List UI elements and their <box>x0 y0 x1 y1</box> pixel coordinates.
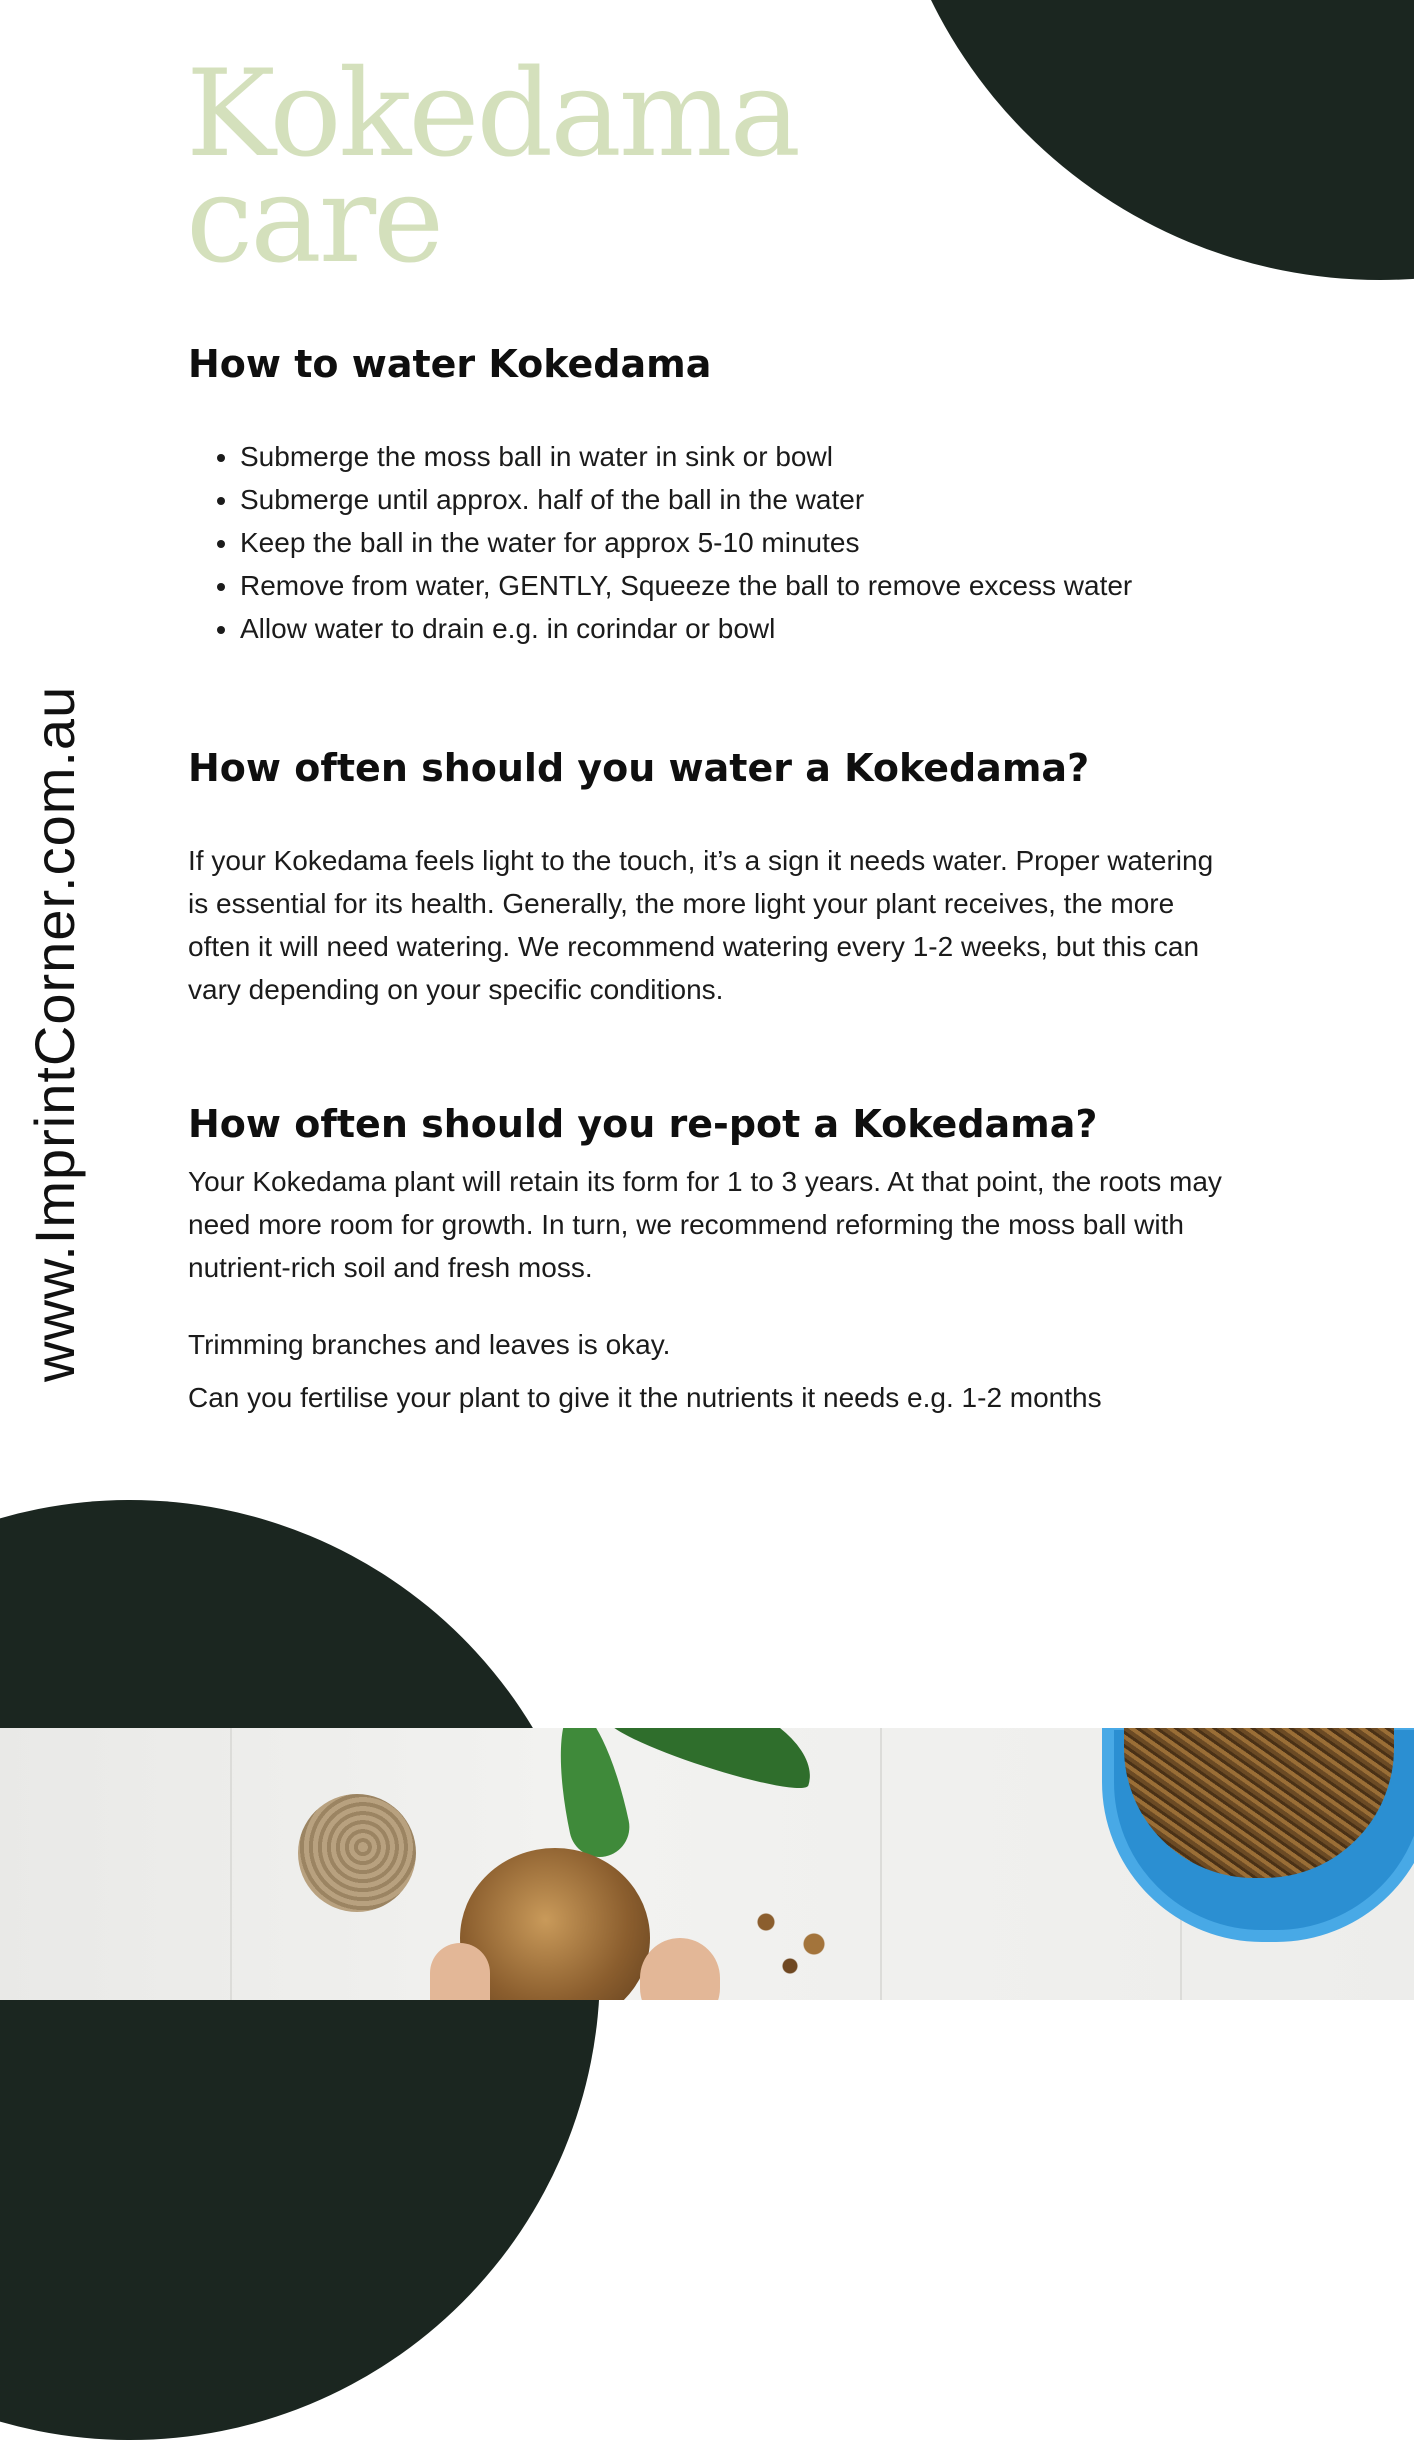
page-title <box>186 45 799 290</box>
section-heading-repot: How often should you re-pot a Kokedama? <box>188 1102 1098 1146</box>
hand-image <box>640 1938 720 2000</box>
list-item: • Remove from water, GENTLY, Squeeze the ball to remove excess water <box>240 564 1238 607</box>
kokedama-making-photo <box>0 1728 1414 2000</box>
section-how-often-water <box>188 742 1238 1011</box>
plant-leaf-image <box>604 1728 825 1799</box>
section-heading-how-often-water: How often should you water a Kokedama? <box>188 746 1090 790</box>
twine-ball-image <box>298 1794 416 1912</box>
table-plank-line <box>880 1728 882 2000</box>
title-line-1: Kokedama <box>186 45 799 184</box>
website-url: www.ImprintCorner.com.au <box>23 685 86 1382</box>
title-line-2: care <box>186 151 442 290</box>
decorative-top-right-circle <box>880 0 1414 280</box>
watering-steps-list <box>188 435 1238 650</box>
section-repot <box>188 1098 1238 1419</box>
list-item: • Submerge the moss ball in water in sink or bowl <box>240 435 1238 478</box>
loose-moss-image <box>730 1878 850 1988</box>
trimming-note: Trimming branches and leaves is okay. <box>188 1329 671 1360</box>
section-heading-how-to-water: How to water Kokedama <box>188 342 712 386</box>
list-item: • Submerge until approx. half of the ball in the water <box>240 478 1238 521</box>
section-body-repot: Your Kokedama plant will retain its form for 1 to 3 years. At that point, the roots may need more room for growth. In turn, we recommend reforming the moss ball with nutrient-rich soil and fresh moss. <box>188 1166 1222 1283</box>
section-body-how-often-water: If your Kokedama feels light to the touch, it’s a sign it needs water. Proper watering is essential for its health. Generally, the more light your plant receives, the more often it will need watering. We recommend watering every 1-2 weeks, but this can vary depending on your specific conditions. <box>188 845 1214 1005</box>
table-plank-line <box>230 1728 232 2000</box>
hand-image <box>430 1943 490 2000</box>
plant-leaf-image <box>545 1728 635 1863</box>
section-how-to-water <box>188 338 1238 650</box>
list-item: • Allow water to drain e.g. in corindar or bowl <box>240 607 1238 650</box>
fertilise-note: Can you fertilise your plant to give it the nutrients it needs e.g. 1-2 months <box>188 1382 1102 1413</box>
list-item: • Keep the ball in the water for approx 5-10 minutes <box>240 521 1238 564</box>
